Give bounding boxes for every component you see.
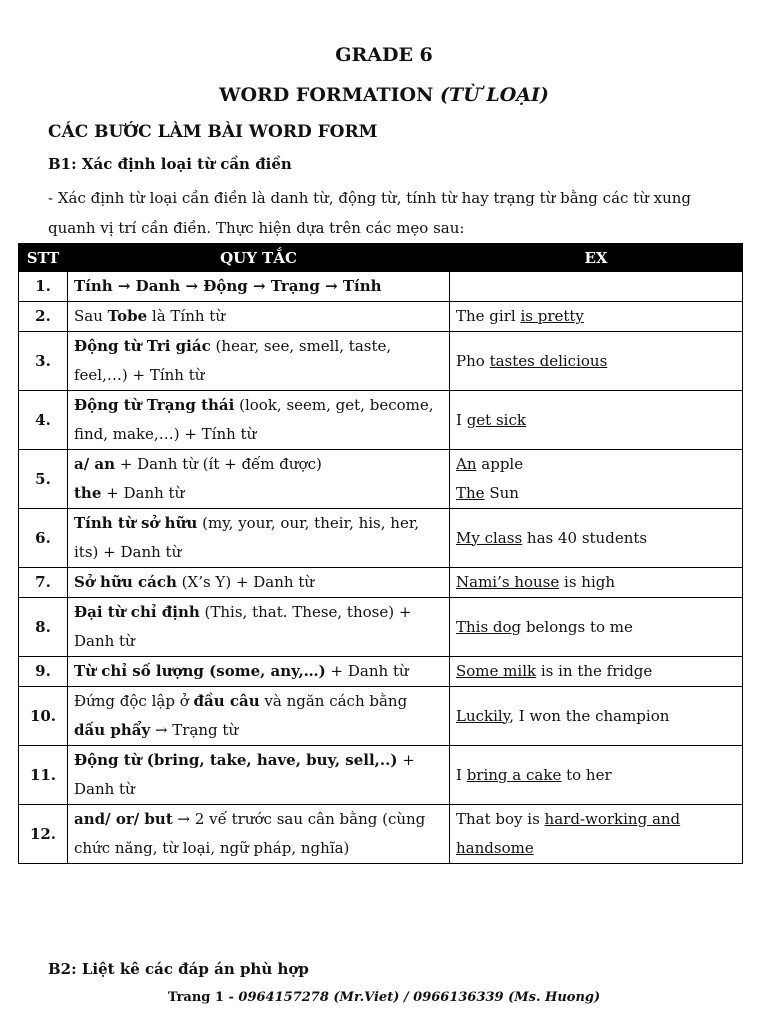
footer-contact: 0964157278 (Mr.Viet) / 0966136339 (Ms. Huong) (238, 990, 601, 1005)
example-text: The girl (456, 307, 521, 325)
rule-bold: Sở hữu cách (74, 573, 177, 591)
example-underlined: is pretty (520, 307, 584, 325)
rule-text: + Danh từ (101, 484, 185, 502)
example-cell (450, 598, 743, 657)
rule-text: Sau (74, 307, 108, 325)
rule-bold: and/ or/ but (74, 810, 173, 828)
row-number: 9. (19, 657, 68, 687)
rule-text: (This, that. These, those) + Danh từ (74, 603, 412, 650)
rule-text: + Danh từ (325, 662, 409, 680)
example-text: belongs to me (521, 617, 633, 636)
example-cell (450, 272, 743, 302)
row-number: 12. (19, 805, 68, 864)
steps-title: CÁC BƯỚC LÀM BÀI WORD FORM (48, 122, 378, 142)
example-underlined: tastes delicious (489, 351, 608, 370)
example-cell (450, 332, 743, 391)
rule-text: Đứng độc lập ở (74, 692, 194, 710)
grade-heading: GRADE 6 (335, 44, 433, 66)
example-cell (450, 746, 743, 805)
example-cell (450, 450, 743, 509)
title-sub: (TỪ LOẠI) (440, 84, 549, 106)
rule-cell (68, 332, 450, 391)
row-number: 5. (19, 450, 68, 509)
example-cell (450, 657, 743, 687)
header-stt: STT (19, 244, 68, 272)
rule-bold: Từ chỉ số lượng (some, any,…) (74, 662, 326, 680)
rule-bold: Động từ (bring, take, have, buy, sell,..) (74, 751, 398, 769)
example-cell (450, 687, 743, 746)
rule-text: + Danh từ (74, 751, 415, 798)
table-row (19, 687, 743, 746)
table-row (19, 805, 743, 864)
header-rule: QUY TẮC (68, 244, 450, 272)
row-number: 3. (19, 332, 68, 391)
example-underlined: My class (456, 528, 523, 547)
table-row (19, 598, 743, 657)
rule-bold: a/ an (74, 455, 116, 473)
example-text: , I won the champion (509, 706, 670, 725)
rule-cell (68, 687, 450, 746)
row-number: 11. (19, 746, 68, 805)
row-number: 1. (19, 272, 68, 302)
footer-page-number: Trang 1 - (167, 990, 239, 1005)
example-text: to her (561, 765, 612, 784)
rule-text: (my, your, our, their, his, her, its) + Danh từ (74, 514, 420, 561)
example-text: is in the fridge (536, 662, 653, 680)
example-cell (450, 509, 743, 568)
table-row (19, 332, 743, 391)
header-ex: EX (450, 244, 743, 272)
row-number: 8. (19, 598, 68, 657)
rule-text: và ngăn cách bằng (259, 692, 408, 710)
step2-title: B2: Liệt kê các đáp án phù hợp (48, 960, 309, 978)
table-row (19, 509, 743, 568)
table-header-row (19, 244, 743, 272)
example-text: has 40 students (522, 528, 648, 547)
row-number: 4. (19, 391, 68, 450)
table-row (19, 272, 743, 302)
rule-text: (hear, see, smell, taste, feel,…) + Tính từ (74, 337, 392, 384)
step1-title: B1: Xác định loại từ cần điền (48, 155, 292, 173)
rule-text: → Trạng từ (150, 721, 239, 739)
rule-cell (68, 568, 450, 598)
table-row (19, 450, 743, 509)
example-text: I (456, 765, 467, 784)
example-underlined: This dog (456, 617, 522, 636)
rule-text: là Tính từ (147, 307, 225, 325)
example-cell (450, 302, 743, 332)
example-cell (450, 805, 743, 864)
example-underlined: hard-working and handsome (456, 810, 681, 857)
rule-bold: Tính từ sở hữu (74, 514, 198, 532)
rule-cell (68, 805, 450, 864)
example-underlined: Luckily (456, 706, 510, 725)
table-row (19, 568, 743, 598)
example-underlined: bring a cake (466, 765, 562, 784)
example-text: Pho (456, 351, 490, 370)
example-cell (450, 391, 743, 450)
example-underlined: The (456, 484, 485, 502)
step1-description: - Xác định từ loại cần điền là danh từ, động từ, tính từ hay trạng từ bằng các từ xung quanh vị trí cần điền. Thực hiện dựa trên các mẹo sau: (48, 189, 692, 237)
rule-cell (68, 272, 450, 302)
rule-text: + Danh từ (ít + đếm được) (115, 455, 322, 473)
table-row (19, 391, 743, 450)
example-text: apple (476, 455, 524, 473)
rule-text: → 2 vế trước sau cân bằng (cùng chức năng, từ loại, ngữ pháp, nghĩa) (74, 810, 426, 857)
rule-cell (68, 509, 450, 568)
example-text: is high (559, 573, 616, 591)
row-number: 10. (19, 687, 68, 746)
row-number: 6. (19, 509, 68, 568)
rule-bold: Tính → Danh → Động → Trạng → Tính (74, 277, 382, 295)
rule-cell (68, 450, 450, 509)
example-underlined: get sick (466, 410, 526, 429)
rule-text: (X’s Y) + Danh từ (176, 573, 315, 591)
example-underlined: Some milk (456, 662, 537, 680)
rule-bold: Động từ Tri giác (74, 337, 211, 355)
rule-cell (68, 302, 450, 332)
example-underlined: An (456, 455, 477, 473)
rule-cell (68, 657, 450, 687)
rule-text: (look, seem, get, become, find, make,…) + Tính từ (74, 396, 434, 443)
example-underlined: Nami’s house (456, 573, 560, 591)
page-title (0, 84, 768, 106)
rule-bold: dấu phẩy (74, 721, 151, 739)
table-row (19, 657, 743, 687)
rule-bold: đầu câu (193, 692, 260, 710)
row-number: 2. (19, 302, 68, 332)
row-number: 7. (19, 568, 68, 598)
rule-cell (68, 598, 450, 657)
rule-bold: Động từ Trạng thái (74, 396, 235, 414)
example-cell (450, 568, 743, 598)
title-main: WORD FORMATION (219, 84, 434, 106)
rule-cell (68, 746, 450, 805)
example-text: I (456, 410, 467, 429)
rule-cell (68, 391, 450, 450)
rules-table (18, 243, 743, 864)
example-text: That boy is (456, 810, 545, 828)
rule-bold: Đại từ chỉ định (74, 603, 200, 621)
rule-bold: the (74, 484, 102, 502)
page-footer (0, 990, 768, 1005)
table-row (19, 302, 743, 332)
table-row (19, 746, 743, 805)
rule-bold: Tobe (107, 307, 148, 325)
example-text: Sun (484, 484, 519, 502)
